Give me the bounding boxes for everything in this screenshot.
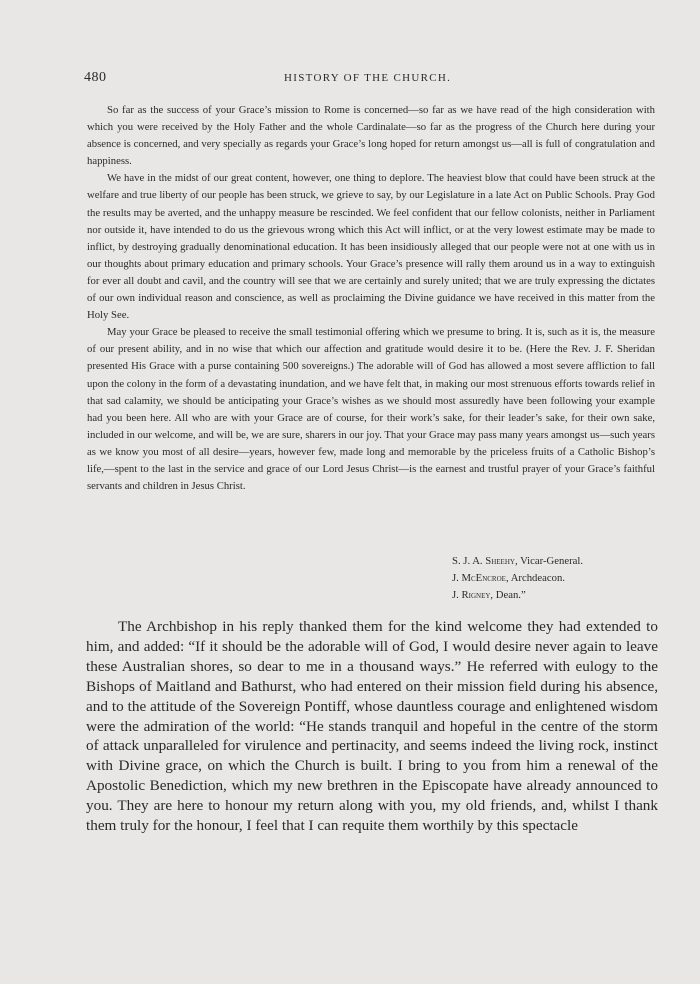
signatory-name: J. McEncroe	[452, 572, 506, 584]
signatory-title: , Dean.”	[490, 589, 526, 601]
body-paragraph: The Archbishop in his reply thanked them for the kind welcome they had extended to him, and added: “If it should be the adorable will of God, I would desire never again to leave these Australian shores, so dear to me in a thousand ways.” He referred with eulogy to the Bishops of Maitland and Bathurst, who had entered on their mission field during his absence, and to the attitude of the Sovereign Pontiff, whose dauntless courage and enlightened wisdom were the admiration of the world: “He stands tranquil and hopeful in the centre of the storm of attack unparalleled for virulence and pertinacity, and seems indeed the living rock, instinct with Divine grace, on which the Church is built. I bring to you from him a renewal of the Apostolic Benediction, which my new brethren in the Episcopate have already announced to you. They are here to honour my return along with you, my old friends, and, whilst I thank them truly for the honour, I feel that I can requite them worthily by this spectacle	[86, 618, 658, 835]
letter-paragraph: May your Grace be pleased to receive the small testimonial offering which we presume to bring. It is, such as it is, the measure of our present ability, and in no wise that which our affection and gratitude would desire it to be. (Here the Rev. J. F. Sheridan presented His Grace with a purse containing 500 sovereigns.) The adorable will of God has allowed a most severe affliction to fall upon the colony in the form of a devastating inundation, and we have felt that, in making our most strenuous efforts towards relief in that sad calamity, we should be anticipating your Grace’s wishes as we should most assuredly have been following your example had you been here. All who are with your Grace are of course, for their work’s sake, for their leader’s sake, for their own sake, included in our welcome, and will be, we are sure, sharers in our joy. That your Grace may pass many years amongst us—such years as we know you most of all desire—years, however few, made long and memorable by the priceless fruits of a Catholic Bishop’s life,—spent to the last in the service and grace of our Lord Jesus Christ—is the earnest and trustful prayer of your Grace’s faithful servants and children in Jesus Christ.	[87, 326, 655, 493]
signature-line	[452, 587, 583, 604]
letter-paragraph: We have in the midst of our great content, however, one thing to deplore. The heaviest blow that could have been struck at the welfare and true liberty of our people has been struck, we grieve to say, by our Legislature in a late Act on Public Schools. Pray God the results may be averted, and the unhappy measure be rescinded. We feel confident that our fellow colonists, neither in Parliament nor outside it, have intended to do us the grievous wrong which this Act will inflict, or at the very lowest estimate may be made to inflict, by destroying gradually denominational education. It has been insidiously alleged that our people were not at one with us in our thoughts about primary education and primary schools. Your Grace’s presence will rally them around us in a way to extinguish for ever all doubt and cavil, and the country will see that we are certainly and surely united; that we are truly expressing the dictates of our own individual reason and conscience, as well as proclaiming the Divine guidance we have received in this matter from the Holy See.	[87, 172, 655, 322]
running-title: HISTORY OF THE CHURCH.	[284, 72, 452, 84]
narrative-text	[86, 617, 658, 836]
signatory-title: , Vicar-General.	[514, 555, 584, 567]
signatory-name: S. J. A. Sheehy	[452, 555, 515, 567]
signatory-name: J. Rigney	[452, 589, 491, 601]
signature-block	[452, 553, 583, 604]
page-number: 480	[84, 70, 107, 85]
letter-address	[87, 102, 655, 495]
signatory-title: , Archdeacon.	[505, 572, 565, 584]
letter-paragraph: So far as the success of your Grace’s mission to Rome is concerned—so far as we have read of the high consideration with which you were received by the Holy Father and the whole Cardinalate—so far as the progress of the Church here during your absence is concerned, and very specially as regards your Grace’s long hoped for return amongst us—all is full of congratulation and happiness.	[87, 104, 655, 168]
page-header	[84, 70, 660, 90]
signature-line	[452, 570, 583, 587]
signature-line	[452, 553, 583, 570]
